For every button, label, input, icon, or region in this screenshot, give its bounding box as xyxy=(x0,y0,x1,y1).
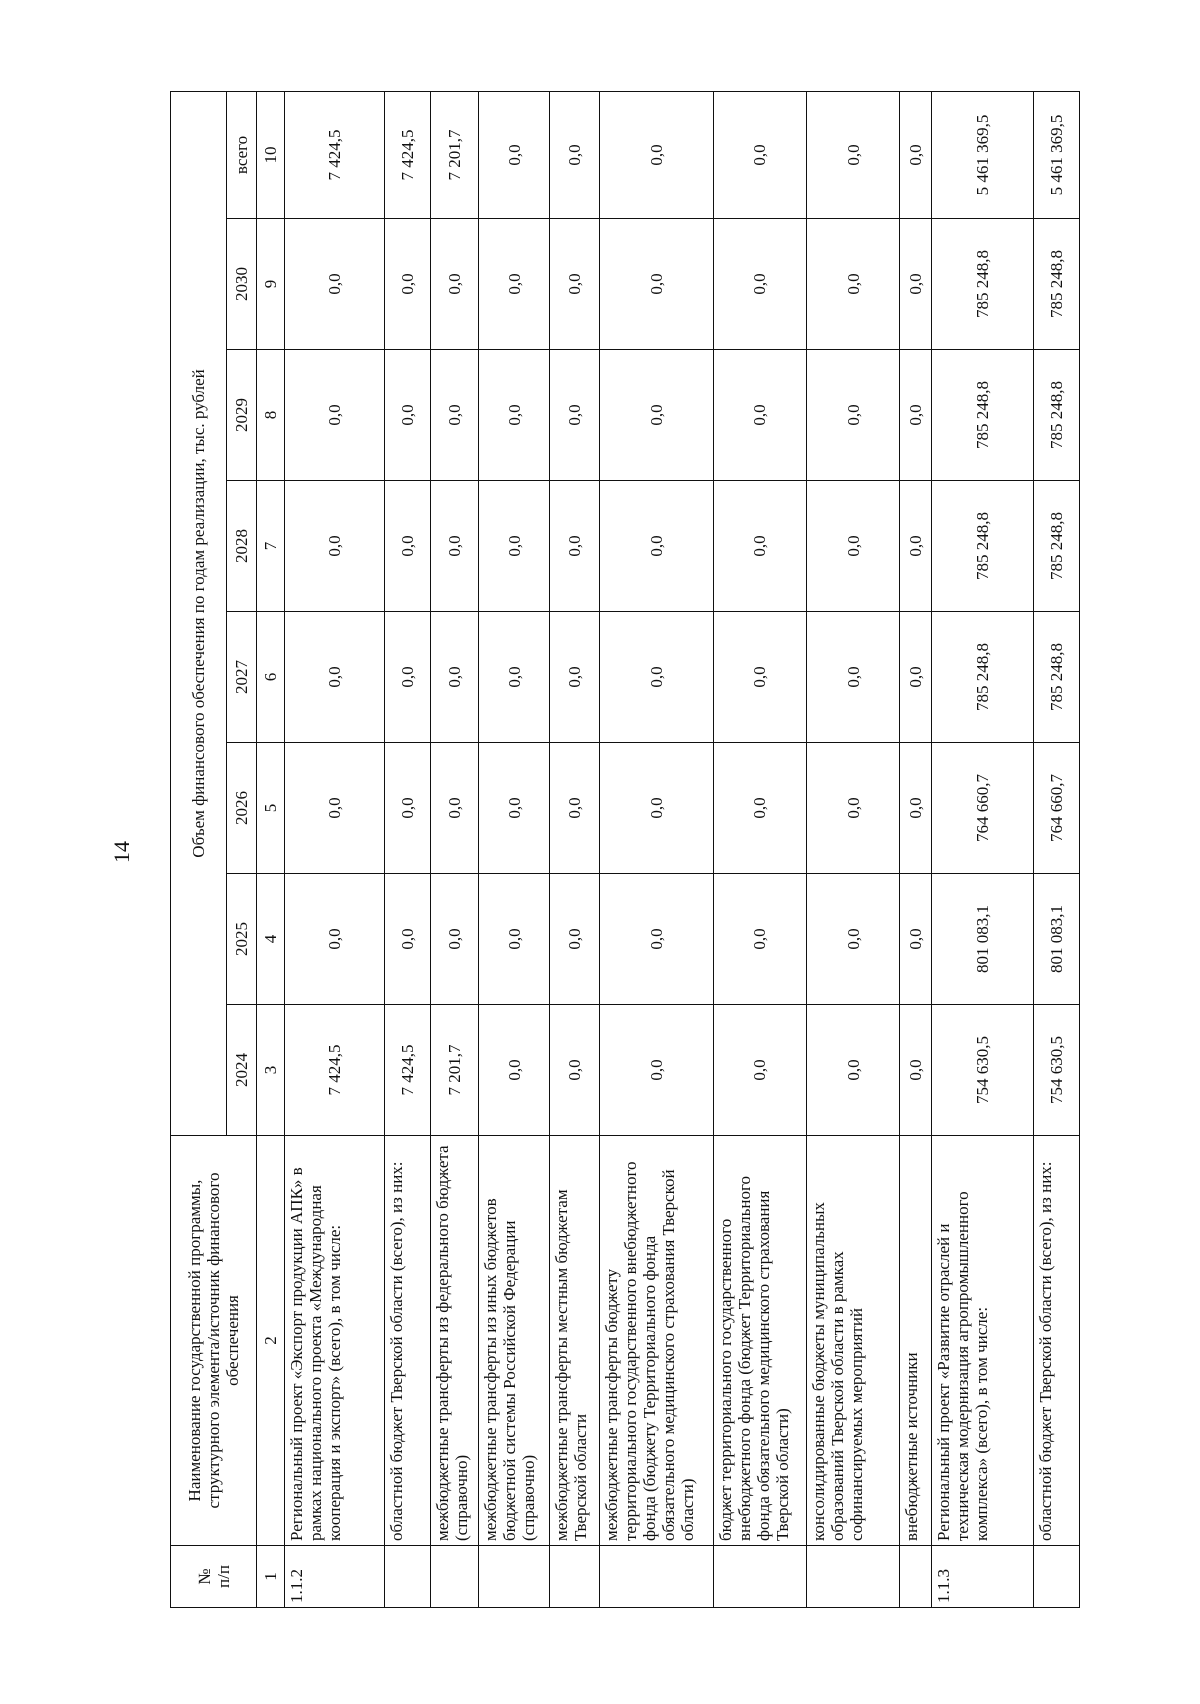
table-row xyxy=(900,91,932,1607)
row-year-value: 0,0 xyxy=(713,481,806,612)
row-name: межбюджетные трансферты бюджету территориального государственного внебюджетного фонда (бюджету Территориального фонда обязательного медицинского страхования Тверской области) xyxy=(599,1136,713,1546)
row-year-value: 0,0 xyxy=(430,612,479,743)
row-year-value: 0,0 xyxy=(385,874,430,1005)
row-year-value: 0,0 xyxy=(385,612,430,743)
header-name: Наименование государственной программы, структурного элемента/источник финансового обеспечения xyxy=(171,1136,257,1546)
row-year-value: 785 248,8 xyxy=(932,219,1034,350)
row-name: межбюджетные трансферты из иных бюджетов бюджетной системы Российской Федерации (справочно) xyxy=(479,1136,550,1546)
column-number: 8 xyxy=(257,350,285,481)
row-year-value: 0,0 xyxy=(713,1005,806,1136)
row-name: Региональный проект «Экспорт продукции АПК» в рамках национального проекта «Международная кооперация и экспорт» (всего), в том числе: xyxy=(285,1136,385,1546)
table-row xyxy=(599,91,713,1607)
header-year: 2027 xyxy=(227,612,257,743)
row-year-value: 801 083,1 xyxy=(932,874,1034,1005)
row-year-value: 0,0 xyxy=(713,219,806,350)
row-code xyxy=(1034,1546,1080,1608)
column-number: 4 xyxy=(257,874,285,1005)
row-year-value: 0,0 xyxy=(900,481,932,612)
row-code xyxy=(549,1546,599,1608)
row-year-value: 0,0 xyxy=(713,743,806,874)
row-year-value: 0,0 xyxy=(285,874,385,1005)
column-number-row xyxy=(257,91,285,1607)
row-year-value: 0,0 xyxy=(479,1005,550,1136)
header-year: 2028 xyxy=(227,481,257,612)
row-year-value: 0,0 xyxy=(479,219,550,350)
row-year-value: 0,0 xyxy=(806,219,899,350)
row-year-value: 0,0 xyxy=(806,874,899,1005)
row-year-value: 0,0 xyxy=(713,350,806,481)
header-year: 2029 xyxy=(227,350,257,481)
row-year-value: 0,0 xyxy=(385,350,430,481)
row-name: областной бюджет Тверской области (всего), из них: xyxy=(385,1136,430,1546)
row-year-value: 0,0 xyxy=(285,481,385,612)
row-year-value: 0,0 xyxy=(713,874,806,1005)
row-year-value: 0,0 xyxy=(549,219,599,350)
row-code xyxy=(479,1546,550,1608)
row-name: межбюджетные трансферты из федерального бюджета (справочно) xyxy=(430,1136,479,1546)
page-number: 14 xyxy=(109,841,134,863)
row-year-value: 0,0 xyxy=(900,743,932,874)
row-name: консолидированные бюджеты муниципальных образований Тверской области в рамках софинансируемых мероприятий xyxy=(806,1136,899,1546)
row-year-value: 0,0 xyxy=(599,1005,713,1136)
row-year-value: 7 201,7 xyxy=(430,1005,479,1136)
header-year: 2026 xyxy=(227,743,257,874)
row-year-value: 0,0 xyxy=(806,350,899,481)
row-code: 1.1.2 xyxy=(285,1546,385,1608)
row-year-value: 754 630,5 xyxy=(1034,1005,1080,1136)
row-year-value: 801 083,1 xyxy=(1034,874,1080,1005)
row-year-value: 0,0 xyxy=(599,350,713,481)
row-total-value: 0,0 xyxy=(599,91,713,218)
row-year-value: 0,0 xyxy=(430,481,479,612)
row-total-value: 5 461 369,5 xyxy=(932,91,1034,218)
row-year-value: 0,0 xyxy=(385,219,430,350)
row-code xyxy=(900,1546,932,1608)
table-row xyxy=(713,91,806,1607)
table-row xyxy=(806,91,899,1607)
column-number: 3 xyxy=(257,1005,285,1136)
header-year: 2030 xyxy=(227,219,257,350)
row-year-value: 7 424,5 xyxy=(385,1005,430,1136)
table-row xyxy=(932,91,1034,1607)
row-year-value: 0,0 xyxy=(599,874,713,1005)
header-volume: Объем финансового обеспечения по годам реализации, тыс. рублей xyxy=(171,91,227,1135)
column-number: 5 xyxy=(257,743,285,874)
row-year-value: 0,0 xyxy=(385,481,430,612)
row-total-value: 0,0 xyxy=(713,91,806,218)
column-number: 1 xyxy=(257,1546,285,1608)
header-total: всего xyxy=(227,91,257,218)
row-code xyxy=(385,1546,430,1608)
row-total-value: 7 424,5 xyxy=(385,91,430,218)
row-year-value: 0,0 xyxy=(430,743,479,874)
table-row xyxy=(285,91,385,1607)
row-year-value: 0,0 xyxy=(900,612,932,743)
row-year-value: 0,0 xyxy=(900,874,932,1005)
row-total-value: 5 461 369,5 xyxy=(1034,91,1080,218)
row-year-value: 0,0 xyxy=(549,743,599,874)
row-year-value: 0,0 xyxy=(285,219,385,350)
row-year-value: 764 660,7 xyxy=(932,743,1034,874)
row-year-value: 785 248,8 xyxy=(1034,481,1080,612)
row-year-value: 0,0 xyxy=(430,219,479,350)
table-body xyxy=(285,91,1080,1607)
row-year-value: 0,0 xyxy=(599,481,713,612)
row-year-value: 785 248,8 xyxy=(1034,612,1080,743)
column-number: 9 xyxy=(257,219,285,350)
row-name: межбюджетные трансферты местным бюджетам Тверской области xyxy=(549,1136,599,1546)
row-year-value: 0,0 xyxy=(599,743,713,874)
row-year-value: 764 660,7 xyxy=(1034,743,1080,874)
row-year-value: 785 248,8 xyxy=(932,350,1034,481)
row-year-value: 0,0 xyxy=(806,743,899,874)
row-year-value: 785 248,8 xyxy=(932,612,1034,743)
row-year-value: 0,0 xyxy=(549,350,599,481)
row-year-value: 0,0 xyxy=(385,743,430,874)
row-name: областной бюджет Тверской области (всего), из них: xyxy=(1034,1136,1080,1546)
row-total-value: 0,0 xyxy=(549,91,599,218)
row-year-value: 0,0 xyxy=(285,743,385,874)
table-row xyxy=(385,91,430,1607)
row-year-value: 785 248,8 xyxy=(1034,219,1080,350)
row-year-value: 0,0 xyxy=(285,612,385,743)
row-year-value: 785 248,8 xyxy=(932,481,1034,612)
row-year-value: 0,0 xyxy=(549,481,599,612)
header-year: 2024 xyxy=(227,1005,257,1136)
header-number: № п/п xyxy=(171,1546,257,1608)
row-code xyxy=(599,1546,713,1608)
column-number: 2 xyxy=(257,1136,285,1546)
row-code: 1.1.3 xyxy=(932,1546,1034,1608)
row-year-value: 0,0 xyxy=(599,219,713,350)
row-name: внебюджетные источники xyxy=(900,1136,932,1546)
row-year-value: 0,0 xyxy=(806,481,899,612)
header-year: 2025 xyxy=(227,874,257,1005)
row-total-value: 0,0 xyxy=(806,91,899,218)
row-year-value: 0,0 xyxy=(479,481,550,612)
row-year-value: 0,0 xyxy=(285,350,385,481)
row-year-value: 0,0 xyxy=(549,612,599,743)
row-year-value: 0,0 xyxy=(479,612,550,743)
row-total-value: 7 201,7 xyxy=(430,91,479,218)
financing-table xyxy=(170,91,1080,1608)
table-row xyxy=(430,91,479,1607)
row-year-value: 0,0 xyxy=(599,612,713,743)
row-total-value: 0,0 xyxy=(479,91,550,218)
row-year-value: 0,0 xyxy=(549,874,599,1005)
row-year-value: 0,0 xyxy=(479,874,550,1005)
column-number: 7 xyxy=(257,481,285,612)
row-name: Региональный проект «Развитие отраслей и техническая модернизация агропромышленного комплекса» (всего), в том числе: xyxy=(932,1136,1034,1546)
column-number: 6 xyxy=(257,612,285,743)
row-year-value: 785 248,8 xyxy=(1034,350,1080,481)
row-year-value: 0,0 xyxy=(430,350,479,481)
row-year-value: 0,0 xyxy=(900,1005,932,1136)
row-code xyxy=(430,1546,479,1608)
table-container xyxy=(170,92,1080,1608)
row-code xyxy=(713,1546,806,1608)
row-year-value: 7 424,5 xyxy=(285,1005,385,1136)
row-year-value: 0,0 xyxy=(430,874,479,1005)
row-year-value: 0,0 xyxy=(806,1005,899,1136)
column-number: 10 xyxy=(257,91,285,218)
row-year-value: 0,0 xyxy=(900,350,932,481)
rotated-table-frame xyxy=(170,92,1080,1608)
table-row xyxy=(549,91,599,1607)
row-year-value: 754 630,5 xyxy=(932,1005,1034,1136)
table-row xyxy=(479,91,550,1607)
row-year-value: 0,0 xyxy=(806,612,899,743)
table-row xyxy=(1034,91,1080,1607)
row-year-value: 0,0 xyxy=(900,219,932,350)
row-year-value: 0,0 xyxy=(479,743,550,874)
row-year-value: 0,0 xyxy=(479,350,550,481)
row-year-value: 0,0 xyxy=(549,1005,599,1136)
row-total-value: 7 424,5 xyxy=(285,91,385,218)
row-name: бюджет территориального государственного внебюджетного фонда (бюджет Территориального фонда обязательного медицинского страхования Тверской области) xyxy=(713,1136,806,1546)
row-total-value: 0,0 xyxy=(900,91,932,218)
row-code xyxy=(806,1546,899,1608)
row-year-value: 0,0 xyxy=(713,612,806,743)
